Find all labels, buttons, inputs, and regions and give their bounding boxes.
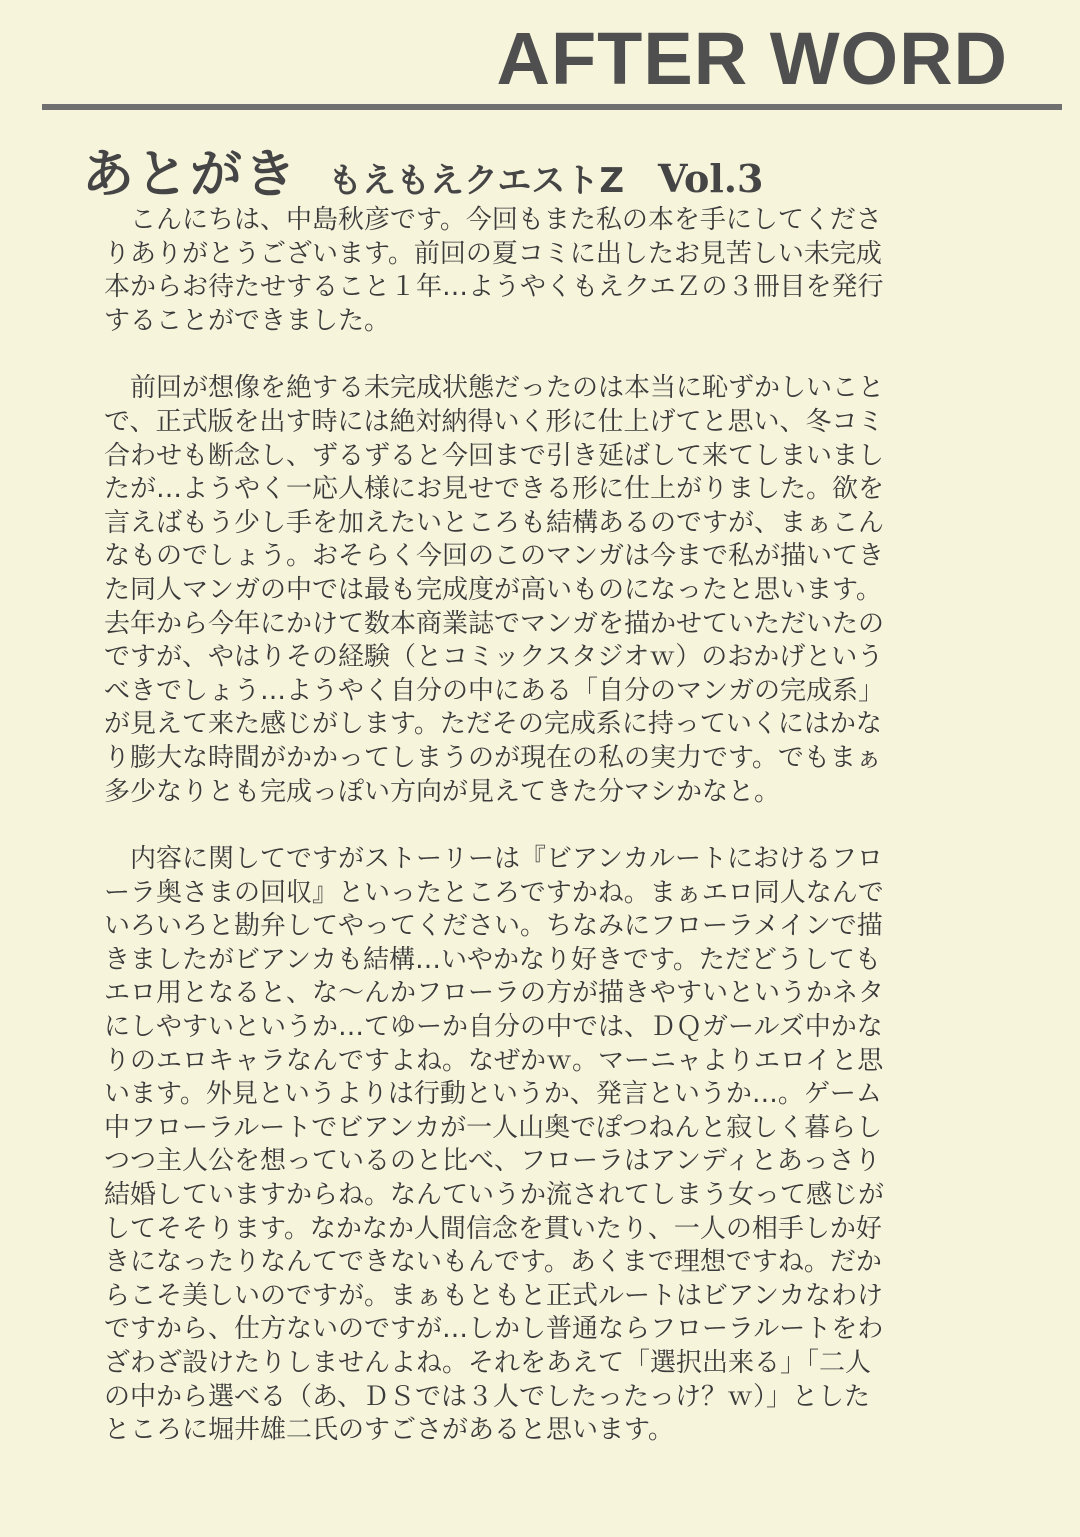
page-header-title: AFTER WORD: [496, 17, 1008, 100]
text-line: 結婚していますからね。なんていうか流されてしまう女って感じが: [104, 1180, 885, 1211]
text-line: なものでしょう。おそらく今回のこのマンガは今まで私が描いてき: [104, 541, 885, 572]
text-line: で、正式版を出す時には絶対納得いく形に仕上げてと思い、冬コミ: [104, 406, 884, 437]
text-line: こんにちは、中島秋彦です。今回もまた私の本を手にしてくださ: [104, 205, 882, 235]
text-line: らこそ美しいのですが。まぁもともと正式ルートはビアンカなわけ: [104, 1280, 883, 1311]
subtitle-series-name: もえもえクエストZ: [328, 161, 624, 201]
text-line: り膨大な時間がかかってしまうのが現在の私の実力です。でもまぁ: [104, 742, 882, 773]
text-line: することができました。: [104, 305, 391, 336]
text-line: してそそります。なかなか人間信念を貫いたり、一人の相手しか好: [104, 1213, 882, 1244]
text-line: いろいろと勘弁してやってください。ちなみにフローラメインで描: [104, 911, 883, 942]
text-line: 中フローラルートでビアンカが一人山奥でぽつねんと寂しく暮らし: [104, 1112, 883, 1143]
text-line: ですが、やはりその経験（とコミックスタジオｗ）のおかげという: [104, 642, 884, 673]
paragraph-2: [104, 372, 1004, 809]
paragraph-1: [104, 204, 1004, 338]
afterword-body: [104, 204, 1004, 1482]
text-line: りありがとうございます。前回の夏コミに出したお見苦しい未完成: [104, 238, 882, 269]
text-line: の中から選べる（あ、ＤＳでは３人でしたったっけ？ｗ）」とした: [104, 1381, 870, 1412]
subtitle-main: あとがき: [82, 145, 299, 205]
afterword-subtitle: [82, 132, 764, 205]
text-line: 去年から今年にかけて数本商業誌でマンガを描かせていただいたの: [104, 608, 885, 639]
text-line: 前回が想像を絶する未完成状態だったのは本当に恥ずかしいこと: [104, 373, 885, 404]
text-line: ですから、仕方ないのですが…しかし普通ならフローラルートをわ: [104, 1314, 884, 1345]
text-line: べきでしょう…ようやく自分の中にある「自分のマンガの完成系」: [104, 675, 885, 706]
paragraph-3: [104, 843, 1004, 1448]
text-line: エロ用となると、な～んかフローラの方が描きやすいというかネタ: [104, 978, 885, 1009]
text-line: が見えて来た感じがします。ただその完成系に持っていくにはかな: [104, 709, 882, 740]
text-line: 言えばもう少し手を加えたいところも結構あるのですが、まぁこん: [104, 507, 885, 538]
text-line: にしやすいというか…てゆーか自分の中では、ＤＱガールズ中かな: [104, 1012, 883, 1043]
text-line: きましたがビアンカも結構…いやかなり好きです。ただどうしても: [104, 944, 881, 975]
text-line: ざわざ設けたりしませんよね。それをあえて「選択出来る」「二人: [104, 1348, 872, 1378]
text-line: りのエロキャラなんですよね。なぜかｗ。マーニャよりエロイと思: [104, 1045, 884, 1076]
text-line: 本からお待たせすること１年…ようやくもえクエＺの３冊目を発行: [104, 272, 884, 303]
text-line: います。外見というよりは行動というか、発言というか…。ゲーム: [104, 1079, 882, 1110]
text-line: きになったりなんてできないもんです。あくまで理想ですね。だか: [104, 1247, 882, 1278]
subtitle-volume: Vol.3: [658, 156, 764, 201]
text-line: 合わせも断念し、ずるずると今回まで引き延ばして来てしまいまし: [104, 440, 885, 471]
text-line: ところに堀井雄二氏のすごさがあると思います。: [104, 1415, 674, 1446]
text-line: た同人マンガの中では最も完成度が高いものになったと思います。: [104, 574, 882, 605]
text-line: たが…ようやく一応人様にお見せできる形に仕上がりました。欲を: [104, 474, 885, 505]
text-line: 多少なりとも完成っぽい方向が見えてきた分マシかなと。: [104, 776, 781, 807]
text-line: つつ主人公を想っているのと比べ、フローラはアンディとあっさり: [104, 1146, 881, 1177]
header-divider: [42, 104, 1062, 110]
text-line: ーラ奥さまの回収』といったところですかね。まぁエロ同人なんで: [104, 877, 884, 908]
text-line: 内容に関してですがストーリーは『ビアンカルートにおけるフロ: [104, 844, 883, 875]
